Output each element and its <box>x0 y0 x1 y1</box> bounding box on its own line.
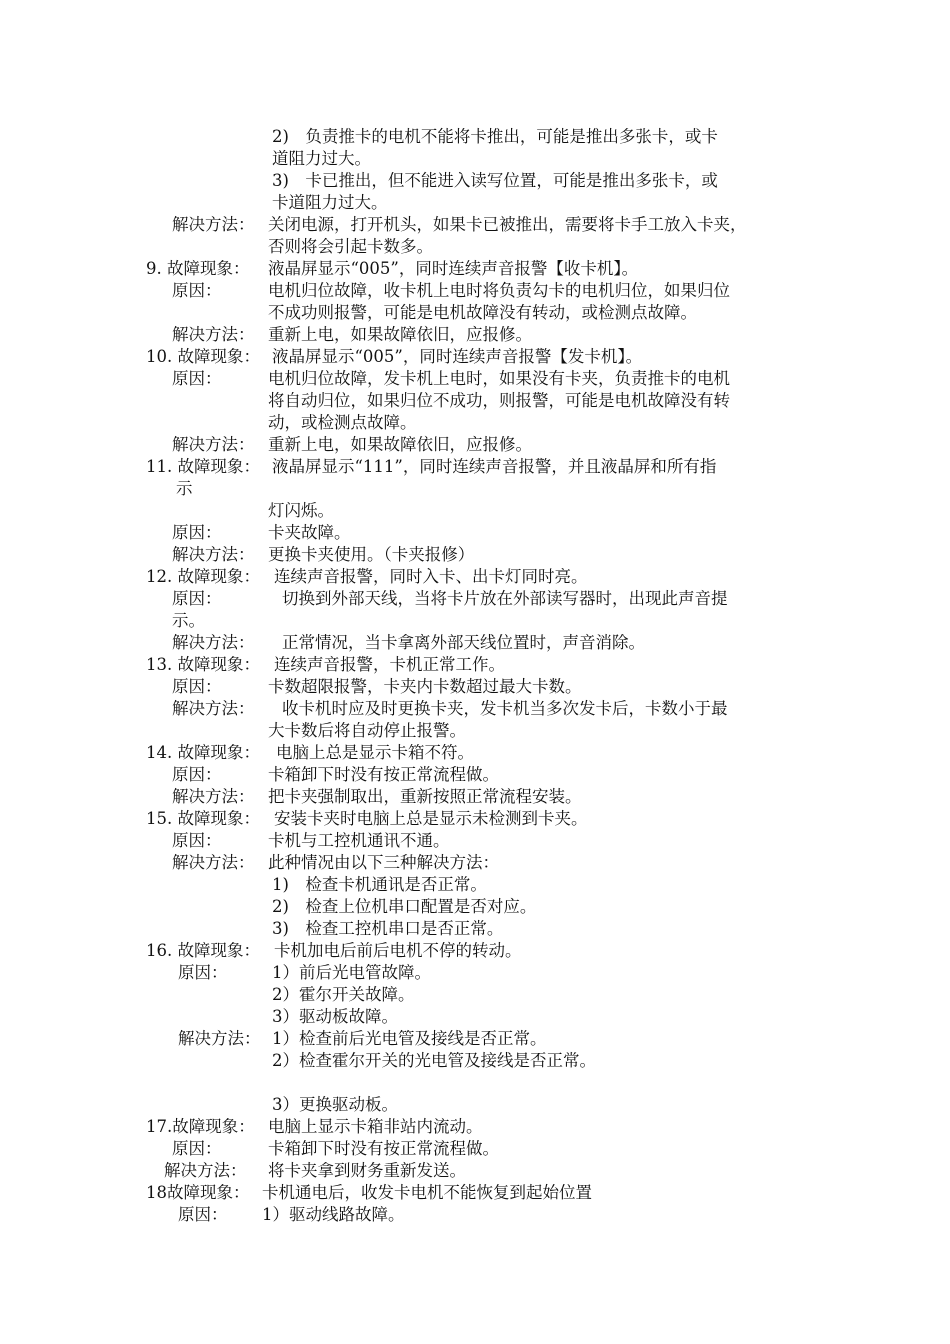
text-line: 3）更换驱动板。 <box>272 1095 398 1114</box>
text-line: 不成功则报警，可能是电机故障没有转动，或检测点故障。 <box>268 303 697 322</box>
solution-label: 解决方法： <box>172 325 255 344</box>
cause-label: 原因： <box>172 369 222 388</box>
text-line: 示。 <box>172 611 205 630</box>
text-line: 1）驱动线路故障。 <box>262 1205 405 1224</box>
cause-label: 原因： <box>172 677 222 696</box>
text-line: 卡道阻力过大。 <box>272 193 388 212</box>
fault-heading: 18故障现象： <box>146 1183 250 1202</box>
text-line: 否则将会引起卡数多。 <box>268 237 433 256</box>
text-line: 将自动归位，如果归位不成功，则报警，可能是电机故障没有转 <box>268 391 730 410</box>
text-line: 电脑上显示卡箱非站内流动。 <box>268 1117 483 1136</box>
text-line: 灯闪烁。 <box>268 501 334 520</box>
fault-heading: 16. 故障现象： <box>146 941 260 960</box>
text-line: 正常情况，当卡拿离外部天线位置时，声音消除。 <box>282 633 645 652</box>
text-line: 连续声音报警，卡机正常工作。 <box>274 655 505 674</box>
text-line: 液晶屏显示“005”，同时连续声音报警【收卡机】。 <box>268 259 639 278</box>
cause-label: 原因： <box>178 963 228 982</box>
text-line: 液晶屏显示“111”，同时连续声音报警，并且液晶屏和所有指 <box>272 457 717 476</box>
fault-heading: 10. 故障现象： <box>146 347 260 366</box>
text-line: 2）检查霍尔开关的光电管及接线是否正常。 <box>272 1051 596 1070</box>
text-line: 关闭电源，打开机头，如果卡已被推出，需要将卡手工放入卡夹， <box>268 215 747 234</box>
text-line: 液晶屏显示“005”，同时连续声音报警【发卡机】。 <box>272 347 643 366</box>
cause-label: 原因： <box>172 765 222 784</box>
solution-label: 解决方法： <box>172 435 255 454</box>
text-line: 3) 卡已推出，但不能进入读写位置，可能是推出多张卡，或 <box>272 171 718 190</box>
text-line: 2) 负责推卡的电机不能将卡推出，可能是推出多张卡，或卡 <box>272 127 718 146</box>
text-line: 电机归位故障，收卡机上电时将负责勾卡的电机归位，如果归位 <box>268 281 730 300</box>
cause-label: 原因： <box>172 523 222 542</box>
text-line: 电脑上总是显示卡箱不符。 <box>276 743 474 762</box>
text-line: 重新上电，如果故障依旧，应报修。 <box>268 435 532 454</box>
solution-label: 解决方法： <box>172 853 255 872</box>
text-line: 2）霍尔开关故障。 <box>272 985 415 1004</box>
text-line: 卡机加电后前后电机不停的转动。 <box>274 941 522 960</box>
text-line: 1）检查前后光电管及接线是否正常。 <box>272 1029 547 1048</box>
solution-label: 解决方法： <box>172 633 255 652</box>
text-line: 动，或检测点故障。 <box>268 413 417 432</box>
text-line: 电机归位故障，发卡机上电时，如果没有卡夹，负责推卡的电机 <box>268 369 730 388</box>
fault-heading: 9. 故障现象： <box>146 259 250 278</box>
text-line: 1）前后光电管故障。 <box>272 963 431 982</box>
text-line: 收卡机时应及时更换卡夹，发卡机当多次发卡后，卡数小于最 <box>282 699 728 718</box>
text-line: 切换到外部天线，当将卡片放在外部读写器时，出现此声音提 <box>282 589 728 608</box>
cause-label: 原因： <box>178 1205 228 1224</box>
text-line: 把卡夹强制取出，重新按照正常流程安装。 <box>268 787 582 806</box>
solution-label: 解决方法： <box>172 545 255 564</box>
text-line: 2) 检查上位机串口配置是否对应。 <box>272 897 537 916</box>
text-line: 示 <box>176 479 193 498</box>
text-line: 卡箱卸下时没有按正常流程做。 <box>268 1139 499 1158</box>
fault-heading: 12. 故障现象： <box>146 567 260 586</box>
cause-label: 原因： <box>172 589 222 608</box>
text-line: 卡夹故障。 <box>268 523 351 542</box>
text-line: 1) 检查卡机通讯是否正常。 <box>272 875 487 894</box>
text-line: 卡机通电后，收发卡电机不能恢复到起始位置 <box>262 1183 592 1202</box>
solution-label: 解决方法： <box>178 1029 261 1048</box>
text-line: 卡机与工控机通讯不通。 <box>268 831 450 850</box>
text-line: 将卡夹拿到财务重新发送。 <box>268 1161 466 1180</box>
text-line: 重新上电，如果故障依旧，应报修。 <box>268 325 532 344</box>
text-line: 卡数超限报警，卡夹内卡数超过最大卡数。 <box>268 677 582 696</box>
fault-heading: 11. 故障现象： <box>146 457 260 476</box>
fault-heading: 13. 故障现象： <box>146 655 260 674</box>
cause-label: 原因： <box>172 1139 222 1158</box>
text-line: 大卡数后将自动停止报警。 <box>268 721 466 740</box>
solution-label: 解决方法： <box>172 699 255 718</box>
text-line: 更换卡夹使用。（卡夹报修） <box>268 545 475 564</box>
text-line: 安装卡夹时电脑上总是显示未检测到卡夹。 <box>274 809 588 828</box>
fault-heading: 17.故障现象： <box>146 1117 255 1136</box>
solution-label: 解决方法： <box>172 787 255 806</box>
text-line: 卡箱卸下时没有按正常流程做。 <box>268 765 499 784</box>
text-line: 3）驱动板故障。 <box>272 1007 398 1026</box>
text-line: 此种情况由以下三种解决方法： <box>268 853 499 872</box>
text-line: 道阻力过大。 <box>272 149 371 168</box>
solution-label: 解决方法： <box>172 215 255 234</box>
solution-label: 解决方法： <box>164 1161 247 1180</box>
cause-label: 原因： <box>172 281 222 300</box>
text-line: 连续声音报警，同时入卡、出卡灯同时亮。 <box>274 567 588 586</box>
text-line: 3) 检查工控机串口是否正常。 <box>272 919 504 938</box>
cause-label: 原因： <box>172 831 222 850</box>
fault-heading: 14. 故障现象： <box>146 743 260 762</box>
fault-heading: 15. 故障现象： <box>146 809 260 828</box>
